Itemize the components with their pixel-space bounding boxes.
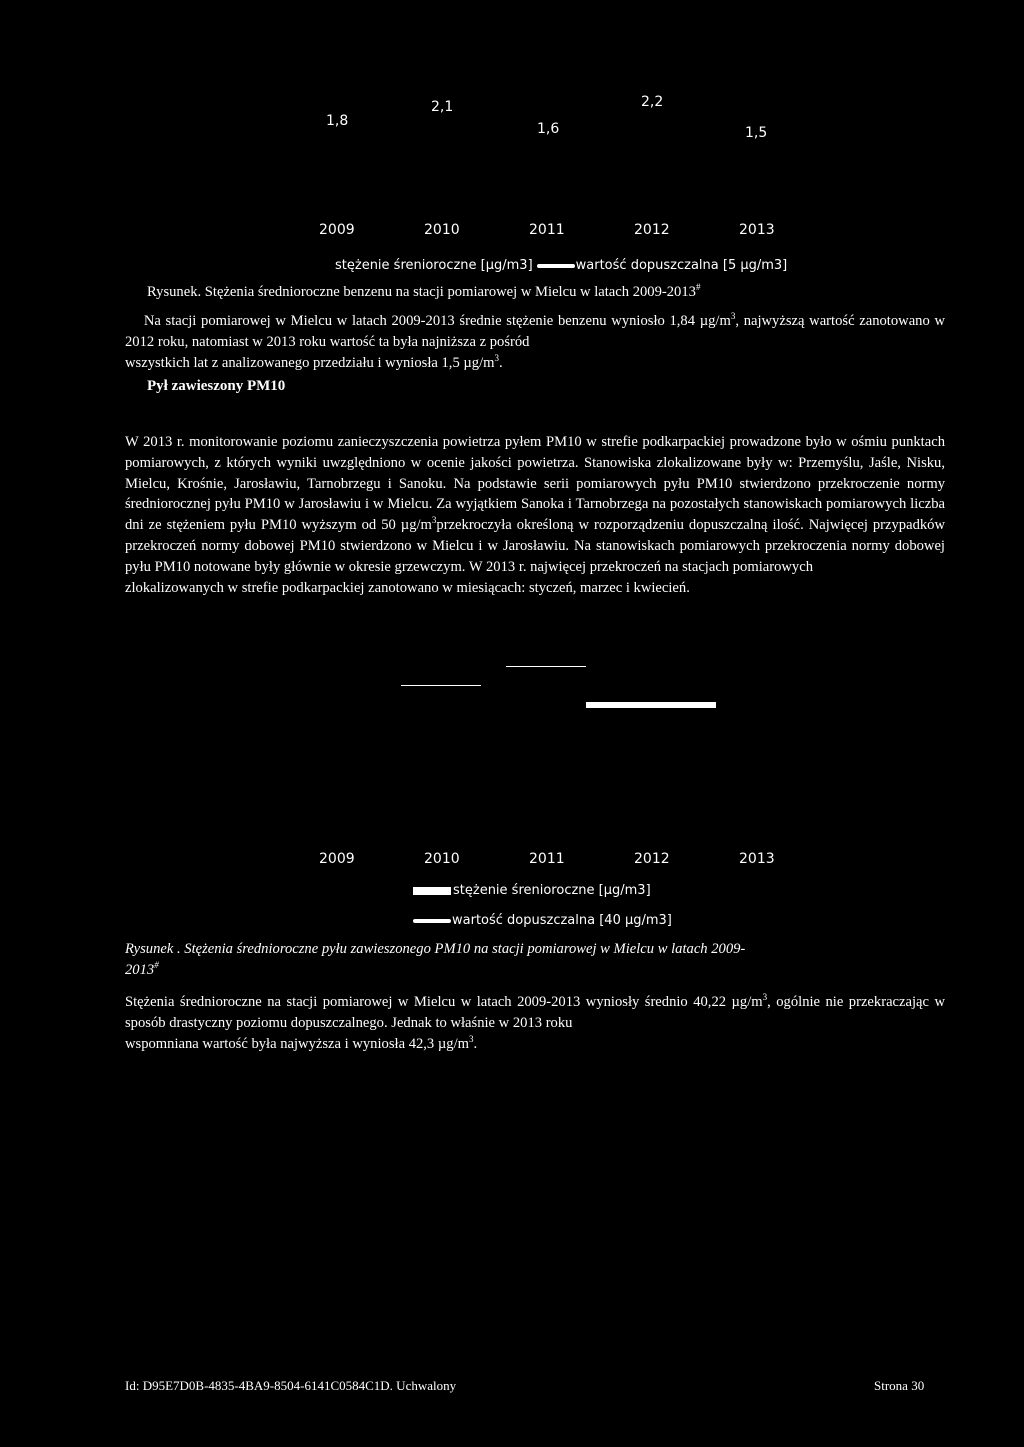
caption2-line2	[125, 960, 955, 981]
para1-main: Na stacji pomiarowej w Mielcu w latach 2009-2013 średnie stężenie benzenu wyniosło 1,84 µg/m	[143, 313, 731, 329]
para3-last-end: .	[473, 1035, 478, 1052]
footer-document-id: Id: D95E7D0B-4835-4BA9-8504-6141C0584C1D. Uchwalony	[125, 1378, 457, 1393]
chart2-legend-bar	[413, 883, 651, 898]
caption-text: . Stężenia średnioroczne benzenu na stacji pomiarowej w Mielcu w latach 2009-2013	[197, 284, 696, 300]
data-label-2013: 1,5	[745, 125, 768, 141]
chart2-x-tick-2013: 2013	[739, 851, 775, 867]
legend-line-swatch	[537, 264, 575, 268]
chart2-line-mark-2010	[401, 685, 481, 686]
figure-caption-benzene	[147, 282, 700, 303]
legend-line-label: wartość dopuszczalna [40 µg/m3]	[452, 913, 672, 928]
para1-last-line	[125, 353, 945, 374]
paragraph-benzene	[125, 311, 945, 373]
para1-sup: 3	[730, 311, 736, 322]
x-tick-2010: 2010	[424, 222, 460, 238]
caption2-line1: Rysunek . Stężenia średnioroczne pyłu zawieszonego PM10 na stacji pomiarowej w Mielcu w latach 2009-	[125, 941, 746, 957]
data-label-2012: 2,2	[641, 94, 664, 110]
chart-legend	[335, 258, 787, 273]
chart2-x-tick-2009: 2009	[319, 851, 355, 867]
caption-mark: #	[695, 282, 701, 293]
chart2-x-tick-2012: 2012	[634, 851, 670, 867]
para3-rest: , ogólnie nie przekraczając w sposób drastyczny poziomu dopuszczalnego. Jednak to właśnie w 2013 roku	[125, 994, 945, 1031]
para3-last-line	[125, 1034, 945, 1055]
footer-page-number: Strona 30	[874, 1378, 925, 1393]
x-tick-2012: 2012	[634, 222, 670, 238]
chart2-bar-top-2013	[586, 702, 716, 708]
data-label-2010: 2,1	[431, 99, 454, 115]
x-tick-2011: 2011	[529, 222, 565, 238]
caption2-year: 2013	[125, 961, 155, 978]
para2-sup: 3	[431, 515, 437, 526]
para3-last-text: wspomniana wartość była najwyższa i wyniosła 42,3 µg/m	[125, 1035, 469, 1052]
chart2-x-tick-2010: 2010	[424, 851, 460, 867]
data-label-2011: 1,6	[537, 121, 560, 137]
legend-line-label: wartość dopuszczalna [5 µg/m3]	[575, 258, 788, 273]
legend-line-swatch	[413, 919, 451, 923]
para3-last-sup: 3	[469, 1033, 474, 1044]
figure-caption-pm10	[125, 939, 955, 981]
para1-last-sup: 3	[494, 352, 499, 363]
para1-last-text: wszystkich lat z analizowanego przedziału i wyniosła 1,5 µg/m	[125, 354, 495, 371]
para3-sup: 3	[762, 992, 768, 1003]
chart2-legend-line	[413, 913, 672, 928]
data-label-2009: 1,8	[326, 113, 349, 129]
x-tick-2013: 2013	[739, 222, 775, 238]
legend-bar-swatch	[413, 887, 451, 895]
caption2-mark: #	[154, 959, 159, 970]
legend-bar-label: stężenie śrenioroczne [µg/m3]	[453, 883, 651, 898]
para1-rest: , najwyższą wartość zanotowano w 2012 roku, natomiast w 2013 roku wartość ta była najniższa z pośród	[125, 313, 946, 350]
para3-text: Stężenia średnioroczne na stacji pomiarowej w Mielcu w latach 2009-2013 wyniosły średnio 40,22 µg/m	[125, 994, 763, 1010]
paragraph-pm10	[125, 432, 945, 598]
section-heading-pm10: Pył zawieszony PM10	[147, 378, 286, 394]
x-tick-2009: 2009	[319, 222, 355, 238]
chart2-x-tick-2011: 2011	[529, 851, 565, 867]
para2-text: W 2013 r. monitorowanie poziomu zanieczyszczenia powietrza pyłem PM10 w strefie podkarpackiej prowadzone było w ośmiu punktach pomiarowych, z których wyniki uwzględniono w ocenie jakości powietrza. Stanowiska zlokalizowane były w: Przemyślu, Jaśle, Nisku, Mielcu, Krośnie, Jarosławiu, Tarnobrzegu i Sanoku. Na podstawie serii pomiarowych pyłu PM10 stwierdzono przekroczenie normy średniorocznej pyłu PM10 w Jarosławiu i w Mielcu. Za wyjątkiem Sanoka i Tarnobrzega na pozostałych stanowiskach pomiarowych liczba dni ze stężeniem pyłu PM10 wyższym od 50 µg/m	[125, 434, 945, 534]
para1-last-end: .	[499, 354, 503, 371]
paragraph-pm10-summary	[125, 992, 945, 1054]
para2-last-line: zlokalizowanych w strefie podkarpackiej zanotowano w miesiącach: styczeń, marzec i kwiecień.	[125, 579, 690, 596]
para2-rest: przekroczyła określoną w rozporządzeniu dopuszczalną ilość. Najwięcej przypadków przekroczeń normy dobowej PM10 stwierdzono w Mielcu i w Jarosławiu. Na stanowiskach pomiarowych przekroczenia normy dobowej pyłu PM10 notowane były głównie w okresie grzewczym. W 2013 r. najwięcej przekroczeń na stacjach pomiarowych	[125, 517, 945, 575]
caption-prefix: Rysunek	[147, 284, 198, 300]
legend-bar-label: stężenie śrenioroczne [µg/m3]	[335, 258, 533, 273]
chart2-line-mark-2012	[506, 666, 586, 667]
